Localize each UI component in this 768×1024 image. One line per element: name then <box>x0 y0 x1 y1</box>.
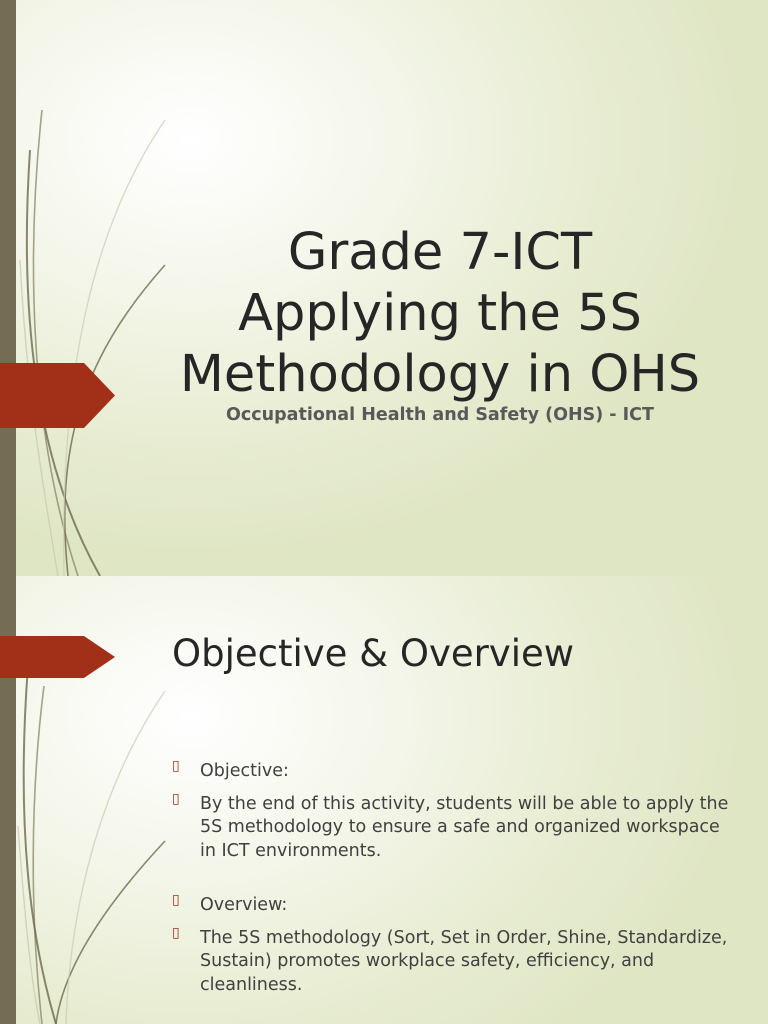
title-line-3: Methodology in OHS <box>179 345 701 404</box>
presentation-title <box>140 222 740 405</box>
slide-heading: Objective & Overview <box>172 632 575 675</box>
bullet-icon: ▯ <box>172 924 180 941</box>
bullet-text: The 5S methodology (Sort, Set in Order, Shine, Standardize, Sustain) promotes workplace safety, efficiency, and cleanliness. <box>200 927 728 995</box>
title-line-1: Grade 7-ICT <box>287 223 593 282</box>
bullet-text: Objective: <box>200 761 289 781</box>
bullet-text: By the end of this activity, students will be able to apply the 5S methodology to ensure a safe and organized workspace in ICT environments. <box>200 793 729 861</box>
objective-slide <box>0 576 768 1024</box>
title-line-2: Applying the 5S <box>238 284 642 343</box>
list-item <box>172 894 732 918</box>
list-item <box>172 790 732 864</box>
list-item <box>172 924 732 998</box>
presentation-subtitle: Occupational Health and Safety (OHS) - ICT <box>226 405 654 425</box>
list-item <box>172 760 732 784</box>
bullet-list <box>172 760 732 997</box>
bullet-icon: ▯ <box>172 892 180 908</box>
bullet-text: Overview: <box>200 895 288 915</box>
bullet-icon: ▯ <box>172 758 180 774</box>
bullet-icon: ▯ <box>172 790 180 807</box>
